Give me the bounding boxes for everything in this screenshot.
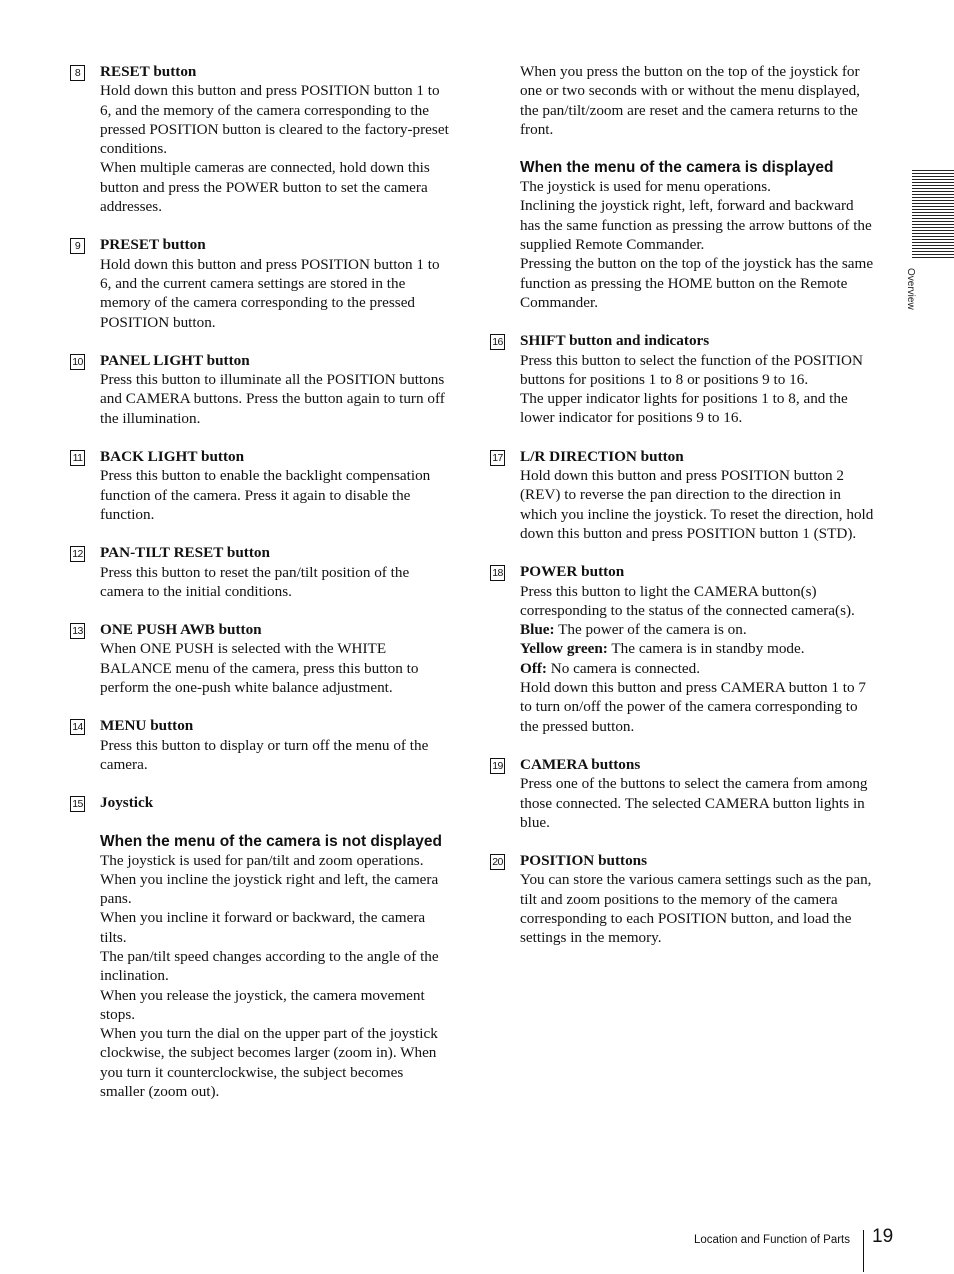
item-title: CAMERA buttons	[520, 755, 641, 773]
item-title: POSITION buttons	[520, 852, 648, 870]
item-number: 16	[490, 334, 505, 350]
status-text: The camera is in standby mode.	[611, 640, 805, 658]
item-title: L/R DIRECTION button	[520, 447, 684, 465]
item-title: BACK LIGHT button	[100, 448, 245, 466]
right-item-list-b	[490, 755, 875, 948]
item-title: POWER button	[520, 563, 625, 581]
item-joystick	[70, 793, 450, 1101]
item-number: 17	[490, 450, 505, 466]
item-11	[70, 447, 450, 524]
body-text: When you release the joystick, the camera movement stops.	[100, 986, 425, 1023]
section-tab-label: Overview	[905, 268, 916, 310]
left-column	[70, 62, 450, 1120]
body-text: When multiple cameras are connected, hold down this button and press the POWER button to set the camera addresses.	[100, 159, 430, 216]
body-text: You can store the various camera settings such as the pan, tilt and zoom positions to the memory of the camera corresponding to each POSITION button, and load the settings in the memory.	[520, 871, 872, 947]
body-text: Hold down this button and press POSITION button 1 to 6, and the current camera settings are stored in the memory of the camera corresponding to the pressed POSITION button.	[100, 255, 440, 331]
body-text: Press this button to enable the backlight compensation function of the camera. Press it again to disable the function.	[100, 467, 431, 523]
item-9	[70, 235, 450, 331]
body-text: When you turn the dial on the upper part of the joystick clockwise, the subject becomes larger (zoom in). When you turn it counterclockwise, the subject becomes smaller (zoom out).	[100, 1025, 438, 1101]
left-item-list	[70, 62, 450, 774]
body-text: Press this button to select the function of the POSITION buttons for positions 1 to 8 or positions 9 to 16.	[520, 351, 863, 388]
item-number: 10	[70, 354, 85, 370]
item-16	[490, 331, 875, 427]
item-12	[70, 543, 450, 601]
status-line	[520, 639, 875, 658]
item-number: 18	[490, 565, 505, 581]
body-text: The joystick is used for menu operations.	[520, 178, 771, 196]
body-text: The pan/tilt speed changes according to the angle of the inclination.	[100, 947, 439, 985]
body-text: Hold down this button and press POSITION button 2 (REV) to reverse the pan direction to the direction in which you incline the joystick. To reset the direction, hold down this button and press POSITION button 1 (STD).	[520, 467, 874, 542]
subheading: When the menu of the camera is not displayed	[100, 832, 442, 850]
item-number: 12	[70, 546, 85, 562]
body-text: When you incline the joystick right and left, the camera pans.	[100, 870, 439, 908]
item-title: RESET button	[100, 63, 197, 80]
item-13	[70, 620, 450, 697]
body-text: Press this button to light the CAMERA button(s) corresponding to the status of the connected camera(s).	[520, 582, 855, 619]
item-body	[100, 851, 450, 1102]
item-8	[70, 62, 450, 216]
status-text: The power of the camera is on.	[558, 621, 747, 639]
item-number: 13	[70, 623, 85, 639]
item-title: PAN-TILT RESET button	[100, 544, 270, 562]
body-text: Press this button to display or turn off the menu of the camera.	[100, 736, 429, 773]
item-14	[70, 716, 450, 774]
footer-section-title: Location and Function of Parts	[694, 1234, 850, 1246]
status-text: No camera is connected.	[550, 659, 701, 677]
status-label: Blue:	[520, 621, 555, 639]
item-title: MENU button	[100, 717, 194, 735]
subheading: When the menu of the camera is displayed	[520, 159, 834, 177]
footer-divider	[863, 1230, 864, 1272]
item-17	[490, 447, 875, 543]
item-number: 9	[70, 238, 85, 254]
status-label: Yellow green:	[520, 640, 608, 658]
item-title: Joystick	[100, 794, 154, 812]
right-column	[490, 62, 875, 967]
status-label: Off:	[520, 659, 547, 677]
item-20	[490, 851, 875, 947]
status-line	[520, 620, 875, 639]
right-item-list-a	[490, 331, 875, 543]
body-text: Hold down this button and press POSITION button 1 to 6, and the memory of the camera corresponding to the pressed POSITION button is cleared to the factory-preset conditions.	[100, 82, 449, 158]
item-number: 15	[70, 796, 85, 812]
item-title: PRESET button	[100, 236, 206, 254]
body-text: Pressing the button on the top of the joystick has the same function as pressing the HOME button on the Remote Commander.	[520, 255, 874, 311]
page-number: 19	[872, 1226, 894, 1247]
item-title: ONE PUSH AWB button	[100, 621, 262, 639]
status-list	[520, 620, 875, 678]
section-tab-lines	[912, 170, 954, 262]
item-number: 14	[70, 719, 85, 735]
body-text: Press this button to reset the pan/tilt position of the camera to the initial conditions.	[100, 563, 410, 600]
item-19	[490, 755, 875, 832]
item-number: 20	[490, 854, 505, 870]
body-text: Press this button to illuminate all the POSITION buttons and CAMERA buttons. Press the button again to turn off the illumination.	[100, 371, 445, 427]
body-text: When you press the button on the top of the joystick for one or two seconds with or without the menu displayed, the pan/tilt/zoom are reset and the camera returns to the front.	[520, 63, 860, 138]
body-text: When ONE PUSH is selected with the WHITE BALANCE menu of the camera, press this button to perform the one-push white balance adjustment.	[100, 640, 419, 697]
item-power-button	[490, 562, 875, 736]
item-body	[520, 177, 875, 312]
joystick-continued	[490, 62, 875, 312]
item-10	[70, 351, 450, 428]
item-title: PANEL LIGHT button	[100, 351, 250, 369]
body-text: The joystick is used for pan/tilt and zoom operations.	[100, 851, 424, 869]
body-text: When you incline it forward or backward, the camera tilts.	[100, 909, 426, 946]
item-number: 11	[70, 450, 85, 466]
item-number: 19	[490, 758, 505, 774]
status-line	[520, 659, 875, 678]
item-number: 8	[70, 65, 85, 81]
body-text: The upper indicator lights for positions 1 to 8, and the lower indicator for positions 9 to 16.	[520, 390, 848, 427]
item-title: SHIFT button and indicators	[520, 332, 710, 350]
body-text: Inclining the joystick right, left, forward and backward has the same function as pressing the arrow buttons of the supplied Remote Commander.	[520, 197, 872, 254]
body-text: Press one of the buttons to select the camera from among those connected. The selected CAMERA button lights in blue.	[520, 775, 868, 831]
body-text: Hold down this button and press CAMERA button 1 to 7 to turn on/off the power of the camera corresponding to the pressed button.	[520, 679, 866, 735]
